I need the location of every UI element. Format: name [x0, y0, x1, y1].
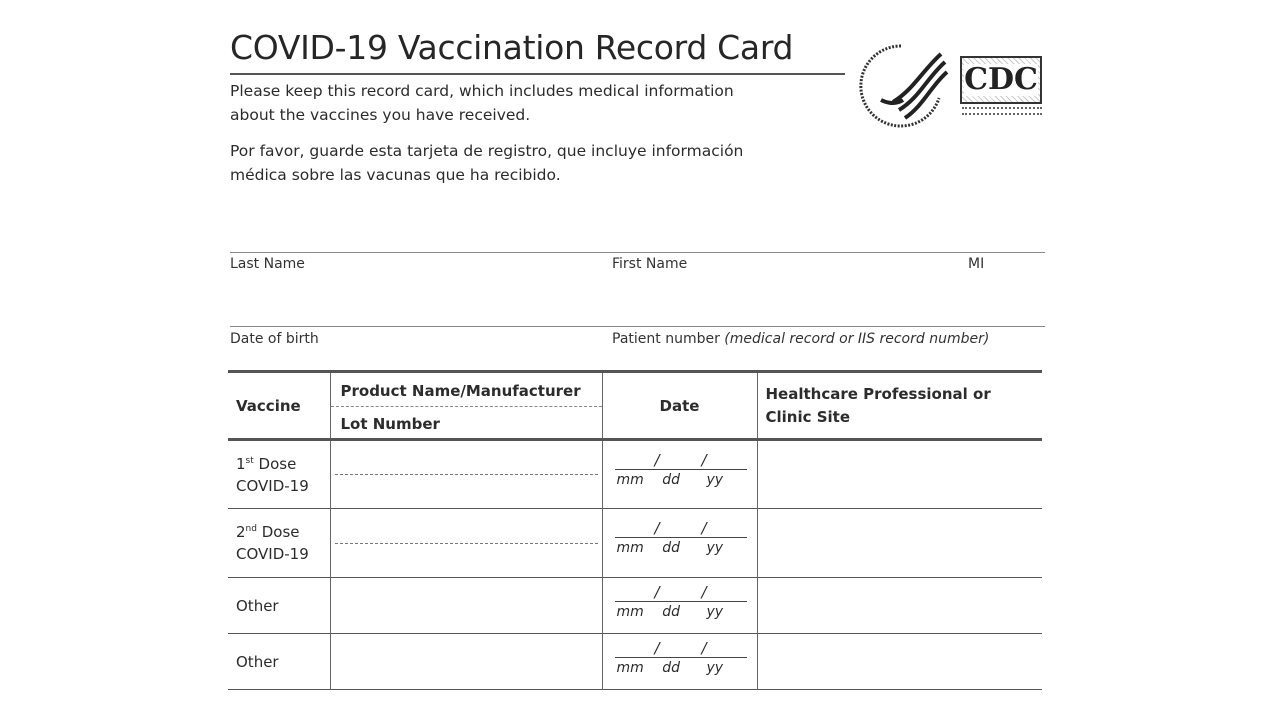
date-line — [615, 657, 747, 658]
patient-number-label — [612, 331, 989, 347]
dose-suffix: nd — [245, 524, 257, 534]
product-lot-divider — [335, 474, 598, 475]
product-lot-cell[interactable] — [330, 578, 602, 634]
dd-label: dd — [662, 471, 681, 488]
yy-label: yy — [706, 603, 724, 620]
intro-english — [230, 79, 734, 127]
cdc-logo-text: CDC — [964, 62, 1038, 97]
dose-number: 1 — [236, 454, 246, 473]
vaccine-cell — [228, 578, 330, 634]
vaccine-name: COVID-19 — [236, 545, 309, 563]
header-site: Healthcare Professional or Clinic Site — [757, 372, 1042, 440]
header-vaccine: Vaccine — [236, 396, 301, 415]
product-lot-divider — [335, 543, 598, 544]
intro-spanish — [230, 139, 743, 187]
intro-es-line: médica sobre las vacunas que ha recibido. — [230, 166, 561, 184]
table-row — [228, 634, 1042, 690]
yy-label: yy — [706, 659, 724, 676]
date-separator: / — [654, 638, 660, 657]
header-product-lot — [330, 372, 602, 440]
product-lot-cell[interactable] — [330, 440, 602, 509]
site-cell[interactable] — [757, 440, 1042, 509]
date-line — [615, 469, 747, 470]
date-format — [617, 660, 724, 676]
table-row — [228, 440, 1042, 509]
date-separator: / — [654, 519, 660, 537]
date-cell[interactable] — [602, 440, 757, 509]
header-product: Product Name/Manufacturer — [331, 378, 602, 407]
product-lot-cell[interactable] — [330, 509, 602, 578]
date-cell[interactable] — [602, 634, 757, 690]
vaccine-label — [236, 455, 322, 473]
cdc-logo — [960, 56, 1042, 104]
date-format — [617, 472, 724, 488]
header-date: Date — [602, 372, 757, 440]
table-header-row — [228, 372, 1042, 440]
cdc-logo-subtitle — [962, 107, 1042, 115]
date-separator: / — [701, 519, 707, 537]
vaccine-cell — [228, 440, 330, 509]
product-lot-cell[interactable] — [330, 634, 602, 690]
last-name-label: Last Name — [230, 256, 305, 272]
yy-label: yy — [706, 540, 724, 556]
date-cell[interactable] — [602, 578, 757, 634]
first-name-label: First Name — [612, 256, 688, 272]
date-separator: / — [654, 582, 660, 601]
date-line — [615, 601, 747, 602]
intro-es-line: Por favor, guarde esta tarjeta de registro, que incluye información — [230, 142, 744, 160]
mm-label: mm — [616, 540, 644, 556]
patient-number-note: (medical record or IIS record number) — [724, 331, 990, 347]
mm-label: mm — [616, 603, 644, 620]
date-separator: / — [701, 450, 707, 469]
dose-text: Dose — [253, 454, 297, 473]
date-format — [617, 604, 724, 620]
header-lot: Lot Number — [340, 415, 440, 433]
site-cell[interactable] — [757, 578, 1042, 634]
dose-number: 2 — [236, 523, 246, 541]
dd-label: dd — [662, 603, 681, 620]
yy-label: yy — [706, 471, 724, 488]
vaccine-table — [228, 370, 1042, 690]
vaccine-label — [236, 523, 322, 541]
vaccine-label: Other — [236, 652, 279, 671]
middle-initial-label: MI — [968, 256, 985, 272]
vaccine-label: Other — [236, 596, 279, 615]
date-separator: / — [701, 582, 707, 601]
mm-label: mm — [616, 659, 644, 676]
date-of-birth-label: Date of birth — [230, 331, 319, 347]
patient-number-text: Patient number — [612, 331, 720, 347]
date-separator: / — [654, 450, 660, 469]
intro-en-line: about the vaccines you have received. — [230, 106, 531, 124]
dd-label: dd — [662, 540, 681, 556]
vaccine-cell — [228, 634, 330, 690]
mm-label: mm — [616, 471, 644, 488]
table-row — [228, 509, 1042, 578]
vaccine-name: COVID-19 — [236, 476, 309, 495]
title-rule — [230, 73, 845, 75]
name-line[interactable] — [230, 252, 1045, 253]
dd-label: dd — [662, 659, 681, 676]
dose-suffix: st — [245, 455, 254, 466]
vaccine-cell — [228, 509, 330, 578]
date-cell[interactable] — [602, 509, 757, 578]
date-format — [617, 540, 724, 556]
table-row — [228, 578, 1042, 634]
date-line — [615, 537, 747, 538]
hhs-seal-icon — [853, 40, 949, 130]
site-cell[interactable] — [757, 634, 1042, 690]
card-title: COVID-19 Vaccination Record Card — [230, 28, 794, 67]
dob-line[interactable] — [230, 326, 1045, 327]
intro-en-line: Please keep this record card, which includes medical information — [230, 82, 734, 100]
site-cell[interactable] — [757, 509, 1042, 578]
dose-text: Dose — [256, 523, 300, 541]
date-separator: / — [701, 638, 707, 657]
